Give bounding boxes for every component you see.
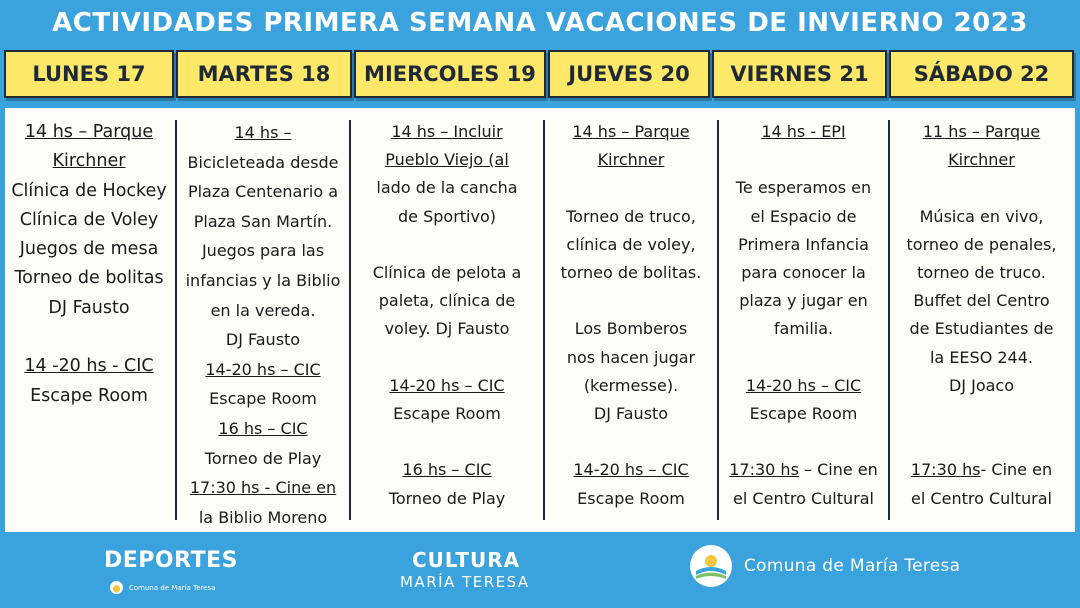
activity-line: en la vereda.: [210, 300, 316, 320]
activity-line: DJ Joaco: [948, 375, 1015, 395]
activity-line: DJ Fausto: [593, 404, 669, 423]
activity-line: Bicicleteada desde: [187, 152, 339, 172]
blank-line: [719, 344, 888, 372]
blank-line: [351, 344, 543, 372]
activity-line: 14 hs – Incluir: [391, 122, 503, 141]
activity-line: Escape Room: [209, 389, 317, 409]
activity-line: paleta, clínica de: [378, 291, 516, 311]
activity-line: el Centro Cultural: [911, 488, 1052, 508]
day-header-friday: VIERNES 21: [712, 50, 887, 98]
activity-line: de Sportivo): [398, 206, 496, 226]
activity-line: 14 -20 hs - CIC: [24, 356, 154, 377]
activity-line: lado de la cancha: [376, 178, 518, 198]
activity-line: 16 hs – CIC: [402, 460, 492, 480]
activity-line: DJ Fausto: [48, 297, 130, 318]
blank-line: [545, 287, 717, 315]
column-monday: [5, 118, 173, 411]
activity-line: Juegos para las: [201, 241, 325, 261]
activity-line: para conocer la: [741, 263, 866, 282]
activity-line: Torneo de truco,: [566, 206, 696, 226]
activity-line: torneo de bolitas.: [560, 263, 702, 282]
activity-line: Clínica de Hockey: [11, 180, 167, 201]
activity-line: 14 hs – Parque: [572, 122, 690, 141]
activity-line: Plaza Centenario a: [187, 182, 339, 202]
activity-line: Buffet del Centro: [913, 291, 1050, 311]
activity-line: de Estudiantes de: [909, 319, 1054, 339]
cultura-subtitle: MARÍA TERESA: [400, 573, 530, 591]
activity-line: voley. Dj Fausto: [384, 319, 510, 339]
activity-line: familia.: [773, 319, 834, 339]
activity-line: torneo de truco.: [917, 263, 1046, 282]
activity-line: Torneo de Play: [388, 488, 506, 508]
schedule-panel: [5, 108, 1075, 532]
comuna-logo-icon: [690, 545, 732, 587]
comuna-name: Comuna de María Teresa: [744, 556, 961, 576]
blank-line: [545, 428, 717, 456]
activity-line: 14 hs – Parque: [24, 122, 154, 142]
activity-line: Juegos de mesa: [19, 239, 159, 260]
deportes-subtitle: [110, 581, 215, 594]
activity-line: Música en vivo,: [919, 206, 1044, 226]
comuna-mini-logo-icon: [110, 581, 123, 594]
column-tuesday: [177, 118, 349, 532]
deportes-logo-text: DEPORTES: [104, 548, 238, 573]
activity-line: 17:30 hs- Cine en: [910, 460, 1053, 480]
activity-line: la Biblio Moreno: [198, 507, 328, 527]
activity-line: plaza y jugar en: [739, 291, 868, 311]
blank-line: [351, 428, 543, 456]
page-title: ACTIVIDADES PRIMERA SEMANA VACACIONES DE INVIERNO 2023: [52, 8, 1028, 38]
activity-line: Escape Room: [749, 404, 858, 423]
activity-line: 14-20 hs – CIC: [389, 375, 505, 395]
day-header-saturday: SÁBADO 22: [889, 50, 1074, 98]
day-header-tuesday: MARTES 18: [176, 50, 352, 98]
activity-line: 17:30 hs – Cine en: [729, 460, 878, 480]
day-header-strip: [0, 50, 1080, 100]
activity-line: Torneo de bolitas: [14, 268, 164, 289]
activity-line: Escape Room: [30, 385, 148, 406]
activity-line: 14 hs - EPI: [761, 122, 846, 141]
activity-line: infancias y la Biblio: [185, 270, 341, 290]
day-header-thursday: JUEVES 20: [548, 50, 710, 98]
column-saturday: [890, 118, 1073, 513]
activity-line: 14 hs –: [234, 123, 292, 142]
blank-line: [890, 174, 1073, 202]
activity-line: Te esperamos en: [735, 178, 872, 198]
activity-line: torneo de penales,: [906, 234, 1057, 254]
activity-line: Escape Room: [577, 488, 685, 508]
activity-line: Primera Infancia: [738, 234, 869, 254]
day-header-monday: LUNES 17: [4, 50, 174, 98]
activity-line: Los Bomberos: [574, 319, 688, 339]
column-thursday: [545, 118, 717, 513]
activity-line: Clínica de pelota a: [372, 263, 522, 282]
activity-line: DJ Fausto: [225, 330, 301, 350]
activity-line: Kirchner: [52, 151, 126, 172]
activity-line: Kirchner: [948, 150, 1015, 170]
blank-line: [545, 174, 717, 202]
activity-line: 17:30 hs - Cine en: [189, 478, 337, 498]
day-header-wednesday: MIERCOLES 19: [354, 50, 546, 98]
activity-line: nos hacen jugar: [566, 347, 696, 367]
activity-line: el Centro Cultural: [733, 488, 874, 508]
column-wednesday: [351, 118, 543, 513]
activity-line: 14-20 hs – CIC: [745, 375, 862, 395]
footer: [0, 540, 1080, 608]
cultura-logo-text: CULTURA: [412, 548, 521, 572]
blank-line: [890, 400, 1073, 428]
activity-line: Pueblo Viejo (al: [385, 150, 509, 170]
activity-line: Plaza San Martín.: [193, 211, 333, 231]
activity-line: 16 hs – CIC: [218, 418, 308, 438]
activity-line: Torneo de Play: [204, 448, 322, 468]
blank-line: [890, 428, 1073, 456]
activity-line: 14-20 hs – CIC: [573, 460, 689, 480]
activity-line: el Espacio de: [750, 206, 857, 226]
activity-line: Clínica de Voley: [19, 209, 159, 230]
blank-line: [351, 231, 543, 259]
column-friday: [719, 118, 888, 513]
activity-line: la EESO 244.: [929, 347, 1033, 367]
blank-line: [5, 323, 173, 352]
activity-line: Escape Room: [393, 404, 501, 423]
activity-line: 14-20 hs – CIC: [205, 359, 321, 379]
blank-line: [719, 428, 888, 456]
blank-line: [719, 146, 888, 174]
activity-line: 11 hs – Parque: [922, 122, 1041, 141]
activity-line: (kermesse).: [583, 375, 679, 395]
activity-line: clínica de voley,: [566, 234, 696, 254]
deportes-subtitle-text: Comuna de María Teresa: [129, 583, 216, 592]
activity-line: Kirchner: [597, 150, 665, 170]
